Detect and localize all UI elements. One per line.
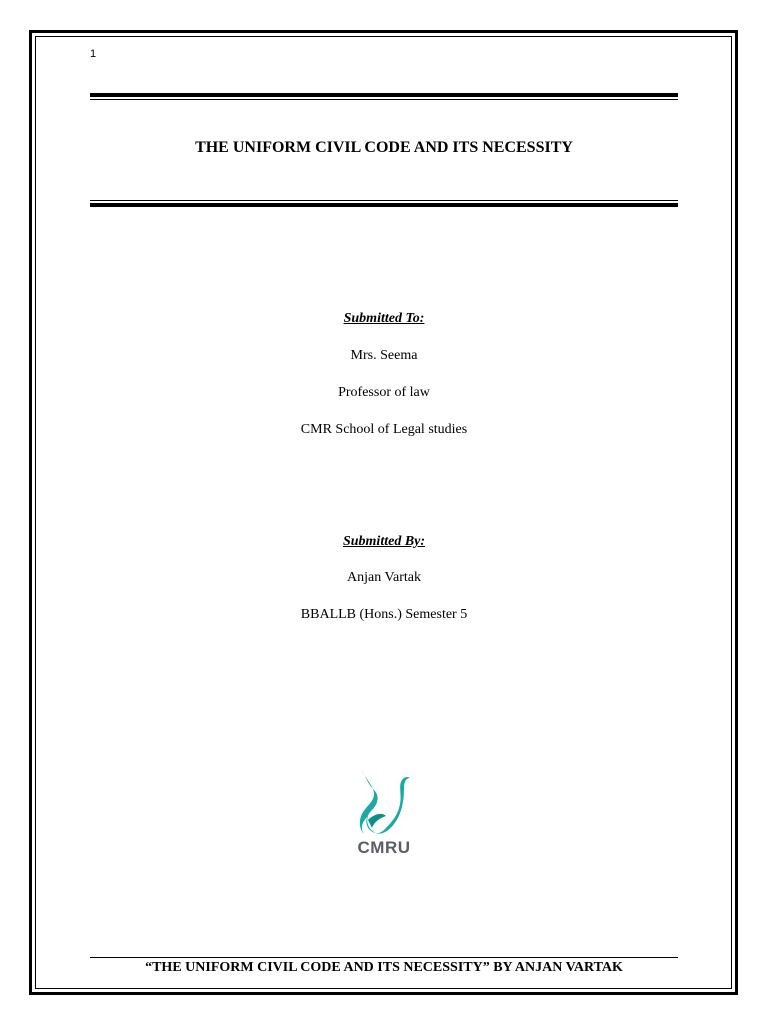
title-bottom-rule bbox=[90, 203, 678, 207]
document-title: THE UNIFORM CIVIL CODE AND ITS NECESSITY bbox=[195, 139, 573, 156]
logo-text: CMRU bbox=[357, 838, 411, 857]
title-top-rule bbox=[90, 93, 678, 97]
submitted-by-heading: Submitted By: bbox=[342, 534, 426, 549]
page-number: 1 bbox=[90, 48, 97, 60]
footer-text: “THE UNIFORM CIVIL CODE AND ITS NECESSITY” BY ANJAN VARTAK bbox=[145, 960, 623, 975]
footer-rule bbox=[90, 957, 678, 958]
submitted-by-name: Anjan Vartak bbox=[347, 570, 421, 585]
submitted-by-course: BBALLB (Hons.) Semester 5 bbox=[300, 607, 468, 622]
submitted-to-designation: Professor of law bbox=[338, 385, 430, 400]
title-bottom-rule-thin bbox=[90, 200, 678, 201]
submitted-to-heading: Submitted To: bbox=[343, 311, 425, 326]
submitted-to-name: Mrs. Seema bbox=[350, 348, 418, 363]
title-top-rule-thin bbox=[90, 99, 678, 100]
submitted-to-institution: CMR School of Legal studies bbox=[300, 422, 468, 437]
